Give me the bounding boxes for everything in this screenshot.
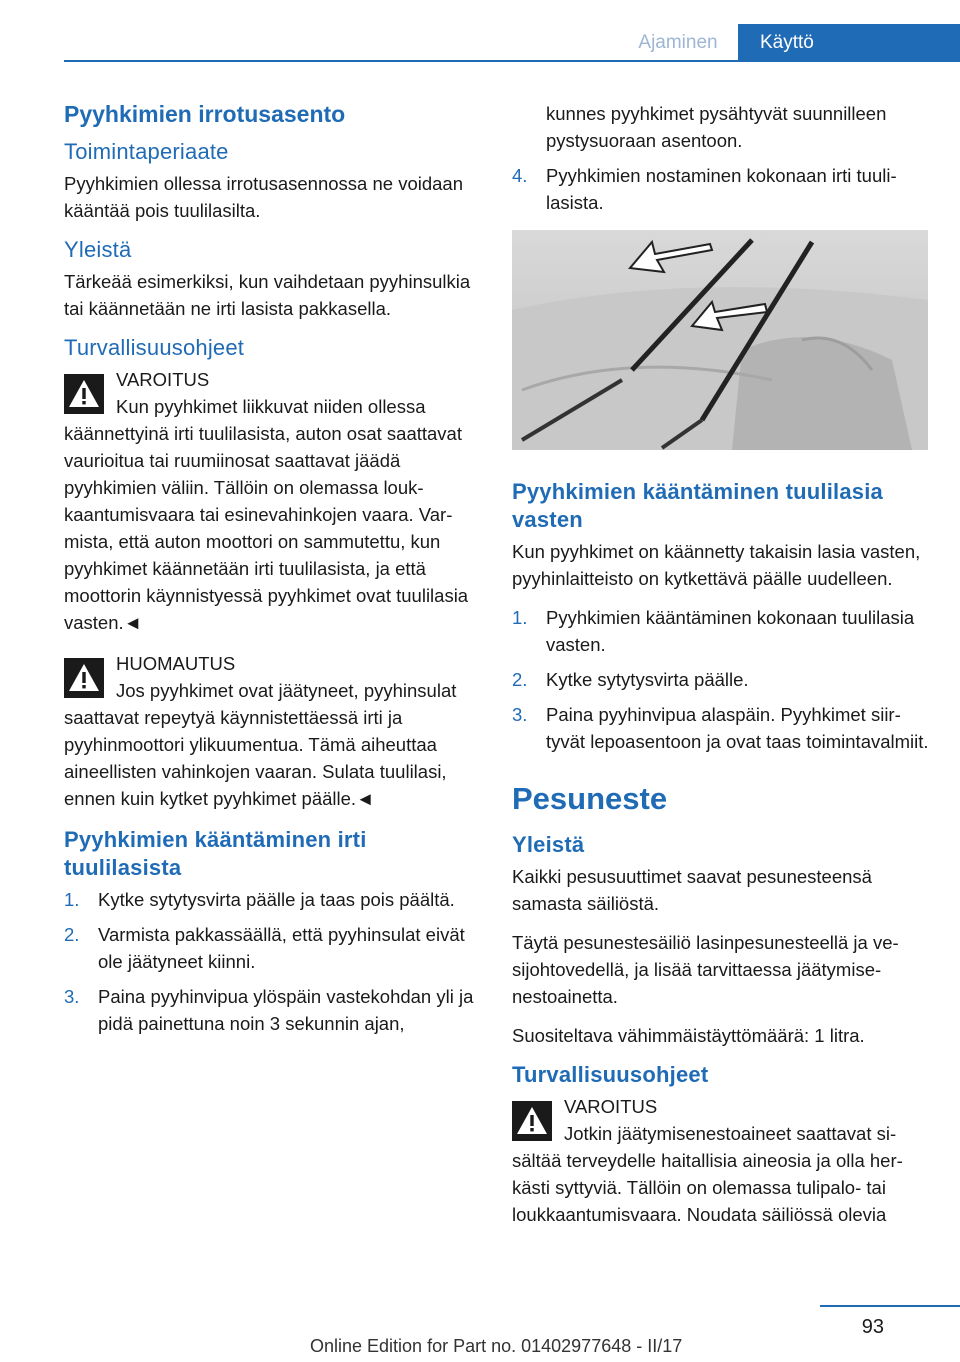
section-title: Pyyhkimien irrotusasento [64,101,346,127]
fluid-paragraph-3: Suositeltava vähimmäistäyttömäärä: 1 litra. [512,1025,865,1046]
list-item: 4. Pyyhkimien nostaminen kokonaan irti tuulilasista. [512,165,897,213]
warning-text: Kun pyyhkimet liikkuvat niiden ollessa käännettyinä irti tuulilasista, auton osat saattavat vaurioitua tai ruumiinosat saattavat jäädä pyyhkimien väliin. Tällöin on olemassa loukkaantumisvaara tai esinevahinkojen vaara. Varmista, että auton moottori on sammutettu, kun pyyhkimet käännetään irti tuulilasista, ja että moottorin käynnistyessä pyyhkimet ovat tuulilasia vasten.◄ [64,396,469,633]
principle-text: Pyyhkimien ollessa irrotusasennossa ne voidaan kääntää pois tuulilasilta. [64,173,463,221]
wiper-illustration [512,230,928,450]
warning-box [64,366,480,636]
notice-label: HUOMAUTUS [116,653,236,674]
list-item: 3. Paina pyyhinvipua ylöspäin vastekohdan yli ja pidä painettuna noin 3 sekunnin ajan, [64,986,474,1034]
turn-off-heading: Pyyhkimien kääntäminen irti tuulilasista [64,827,367,880]
fluid-warning-box [512,1093,930,1228]
fluid-general-heading: Yleistä [512,832,585,857]
list-item: 2. Kytke sytytysvirta päälle. [512,669,749,690]
footer-rule [820,1305,960,1307]
list-item: 3. Paina pyyhinvipua alaspäin. Pyyhkimet siirtyvät lepoasentoon ja ovat taas toimintavalmiit. [512,704,929,752]
warning-triangle-icon [512,1101,552,1141]
fluid-warning-label: VAROITUS [564,1096,658,1117]
turn-off-steps [64,886,480,1037]
fluid-paragraph-1: Kaikki pesusuuttimet saavat pesunesteensä samasta säiliöstä. [512,866,872,914]
header-rule [64,60,960,62]
notice-box [64,650,480,812]
page-number: 93 [861,1316,884,1338]
fluid-safety-heading: Turvallisuusohjeet [512,1062,709,1087]
turn-back-text: Kun pyyhkimet on käännetty takaisin lasia vasten, pyyhinlaitteisto on kytkettävä päälle uudelleen. [512,541,921,589]
left-column [64,100,480,1051]
continued-steps [512,100,930,216]
fluid-paragraph-2: Täytä pesunestesäiliö lasinpesunesteellä ja vesijohtovedellä, ja lisää tarvittaessa jäätymisenestoainetta. [512,932,899,1007]
general-text: Tärkeää esimerkiksi, kun vaihdetaan pyyhinsulkia tai käännetään ne irti lasista pakkasella. [64,271,471,319]
right-column [512,100,930,1242]
wiper-diagram [512,230,928,450]
notice-text: Jos pyyhkimet ovat jäätyneet, pyyhinsulat saattavat repeytyä käynnistettäessä irti ja pyyhinmoottori ylikuumentua. Tämä aiheuttaa aineellisten vahinkojen vaaran. Sulata tuulilasi, ennen kuin kytket pyyhkimet päälle.◄ [64,680,457,809]
general-heading: Yleistä [64,237,132,262]
fluid-warning-text: Jotkin jäätymisenestoaineet saattavat sisältää terveydelle haitallisia aineosia ja olla herkästi syttyviä. Tällöin on olemassa tulipalo- tai loukkaantumisvaara. Noudata säiliössä olevia [512,1123,903,1225]
safety-heading: Turvallisuusohjeet [64,335,245,360]
turn-back-heading: Pyyhkimien kääntäminen tuulilasia vasten [512,479,883,532]
warning-label: VAROITUS [116,369,210,390]
edition-note: Online Edition for Part no. 01402977648 - II/17 [310,1336,683,1356]
turn-back-steps [512,604,930,755]
list-item-continued: kunnes pyyhkimet pysähtyvät suunnilleen pystysuoraan asentoon. [546,103,887,151]
header-tab-chapter: Käyttö [738,24,960,62]
warning-triangle-icon [64,658,104,698]
washer-fluid-title: Pesuneste [512,781,668,816]
header-tab-section: Ajaminen [638,32,718,53]
list-item: 2. Varmista pakkassäällä, että pyyhinsulat eivät ole jäätyneet kiinni. [64,924,465,972]
list-item: 1. Pyyhkimien kääntäminen kokonaan tuulilasia vasten. [512,607,915,655]
list-item: 1. Kytke sytytysvirta päälle ja taas pois päältä. [64,889,455,910]
warning-triangle-icon [64,374,104,414]
principle-heading: Toimintaperiaate [64,139,229,164]
